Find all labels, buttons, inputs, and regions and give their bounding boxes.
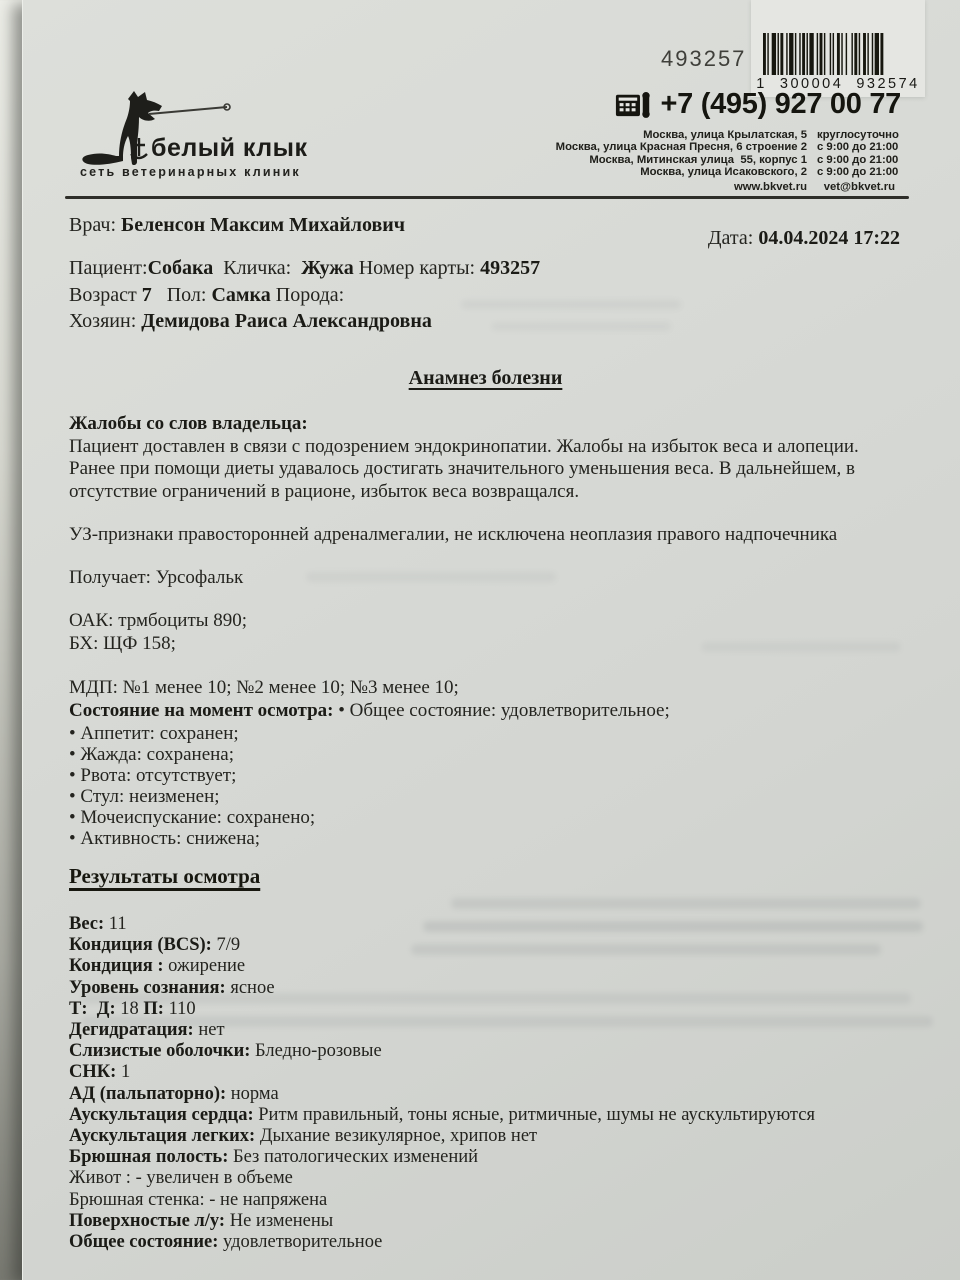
text-segment: • Общее состояние: удовлетворительное; xyxy=(338,700,670,721)
barcode xyxy=(751,0,925,97)
state-item: • Стул: неизменен; xyxy=(69,786,220,807)
exam-line xyxy=(69,1084,815,1105)
text-segment: Вес: xyxy=(69,914,105,934)
state-row xyxy=(69,700,670,722)
text-segment: П: xyxy=(143,998,164,1019)
text-segment: 04.04.2024 17:22 xyxy=(758,227,900,249)
text-segment: 18 xyxy=(115,998,144,1019)
address-row xyxy=(556,153,899,166)
text-segment: Кличка: xyxy=(213,257,302,279)
address-row xyxy=(556,166,899,179)
state-item: • Мочеиспускание: сохранено; xyxy=(69,807,316,828)
text-segment: Кондиция (BCS): xyxy=(69,935,212,956)
text-segment: Поверхностые л/у: xyxy=(69,1210,226,1231)
document-body xyxy=(69,206,902,1276)
text-segment: Бледно-розовые xyxy=(250,1041,382,1062)
text-segment: Не изменены xyxy=(225,1210,334,1231)
state-item: • Активность: снижена; xyxy=(69,828,261,849)
patient-row xyxy=(69,257,540,280)
text-segment: Ритм правильный, тоны ясные, ритмичные, шумы не аускультируются xyxy=(253,1104,815,1125)
text-segment: Дегидратация: xyxy=(69,1020,194,1041)
exam-line xyxy=(69,1062,815,1083)
fax-phone-icon xyxy=(615,90,652,119)
website: www.bkvet.ru xyxy=(733,181,807,193)
text-segment: Брюшная полость: xyxy=(69,1147,229,1168)
anamnesis-title: Анамнез болезни xyxy=(408,367,563,389)
text-segment: 493257 xyxy=(480,257,541,279)
text-segment: Брюшная стенка: - не напряжена xyxy=(69,1189,328,1210)
text-segment: Самка xyxy=(211,284,271,306)
barcode-bars-icon xyxy=(763,33,913,75)
exam-line xyxy=(69,914,815,935)
text-segment: Д: xyxy=(96,998,116,1019)
address-hours: с 9:00 до 21:00 xyxy=(817,153,899,166)
text-segment: ожирение xyxy=(163,956,246,977)
text-segment: Уровень сознания: xyxy=(69,977,226,998)
phone-row xyxy=(615,88,902,121)
text-segment: Пациент: xyxy=(69,257,148,279)
text-segment: удовлетворительное xyxy=(218,1232,383,1253)
lab-oak: ОАК: трмбоциты 890; xyxy=(69,610,248,631)
text-segment: Общее состояние: xyxy=(69,1232,219,1253)
state-list xyxy=(69,723,315,849)
document-page xyxy=(22,0,960,1280)
exam-line xyxy=(69,978,815,999)
exam-list xyxy=(69,914,815,1253)
age-row xyxy=(69,284,344,307)
exam-line xyxy=(69,1147,815,1168)
results-title: Результаты осмотра xyxy=(69,864,261,888)
logo-title: белый клык xyxy=(151,134,308,162)
text-segment: Демидова Раиса Александровна xyxy=(141,310,432,332)
exam-line xyxy=(69,1105,815,1126)
exam-line xyxy=(69,1190,815,1211)
address-row xyxy=(556,129,899,141)
exam-line xyxy=(69,1232,815,1253)
address-hours: круглосуточно xyxy=(817,129,899,141)
text-segment: Состояние на момент осмотра: xyxy=(69,700,339,721)
barcode-digits: 1 300004 932574 xyxy=(756,76,920,92)
text-segment: Т: xyxy=(69,998,97,1019)
phone-number: +7 (495) 927 00 77 xyxy=(660,88,901,120)
text-segment: Дата: xyxy=(707,227,759,249)
complaints-text: Пациент доставлен в связи с подозрением эндокринопатии. Жалобы на избыток веса и алопеции. Ранее при помощи диеты удавалось достигать значительного уменьшения веса. В дальнейшем, в отсутствие ограничений в рационе, избыток веса возвращался. xyxy=(69,436,859,502)
text-segment: Дыхание везикулярное, хрипов нет xyxy=(255,1126,538,1147)
text-segment: Аускультация легких: xyxy=(69,1126,256,1147)
mdp-note: МДП: №1 менее 10; №2 менее 10; №3 менее 10; xyxy=(69,677,459,698)
doctor-row xyxy=(69,214,405,237)
exam-line xyxy=(69,999,815,1020)
exam-line xyxy=(69,1168,815,1189)
owner-row xyxy=(69,310,432,333)
text-segment: СНК: xyxy=(69,1062,117,1083)
text-segment: 7/9 xyxy=(211,935,241,956)
exam-line xyxy=(69,1126,815,1147)
state-item: • Аппетит: сохранен; xyxy=(69,723,239,744)
state-item: • Рвота: отсутствует; xyxy=(69,765,237,786)
text-segment: норма xyxy=(226,1083,279,1104)
clinic-addresses xyxy=(555,129,899,179)
text-segment: 1 xyxy=(116,1062,131,1083)
exam-line xyxy=(69,1020,815,1041)
address-text: Москва, улица Красная Пресня, 6 строение 2 xyxy=(555,141,807,154)
text-segment: Врач: xyxy=(69,214,122,236)
logo-subtitle: сеть ветеринарных клиник xyxy=(80,165,301,179)
exam-line xyxy=(69,1041,815,1062)
text-segment: Возраст xyxy=(69,284,142,306)
text-segment: Собака xyxy=(147,257,214,279)
lab-bh: БХ: ЩФ 158; xyxy=(69,633,176,654)
medications-note: Получает: Урсофальк xyxy=(69,567,244,588)
text-segment: ясное xyxy=(225,977,275,998)
text-segment: Номер карты: xyxy=(353,257,481,279)
text-segment: Пол: xyxy=(151,284,212,306)
text-segment: Слизистые оболочки: xyxy=(69,1041,251,1062)
complaints-label: Жалобы со слов владельца: xyxy=(69,413,308,434)
header-rule xyxy=(65,196,909,199)
address-hours: с 9:00 до 21:00 xyxy=(817,166,899,179)
exam-line xyxy=(69,1211,815,1232)
ultrasound-note: УЗ-признаки правосторонней адреналмегалии, не исключена неоплазия правого надпочечника xyxy=(69,524,838,545)
text-segment: 110 xyxy=(163,998,196,1019)
text-segment: нет xyxy=(193,1020,225,1041)
address-text: Москва, Митинская улица 55, корпус 1 xyxy=(589,153,807,166)
text-segment: Беленсон Максим Михайлович xyxy=(121,214,406,236)
text-segment: Кондиция : xyxy=(69,956,164,977)
text-segment: 7 xyxy=(141,284,152,306)
document-number: 493257 xyxy=(661,46,747,71)
state-item: • Жажда: сохранена; xyxy=(69,744,235,765)
address-hours: с 9:00 до 21:00 xyxy=(817,141,899,154)
text-segment: Жужа xyxy=(301,257,354,279)
text-segment: Хозяин: xyxy=(69,310,142,332)
email: vet@bkvet.ru xyxy=(823,181,895,193)
exam-line xyxy=(69,935,815,956)
text-segment: Без патологических изменений xyxy=(228,1147,479,1168)
date-row xyxy=(708,227,900,250)
web-contacts xyxy=(734,181,895,193)
address-row xyxy=(555,141,899,154)
text-segment: Аускультация сердца: xyxy=(69,1104,254,1125)
text-segment: 11 xyxy=(104,914,127,934)
address-text: Москва, улица Крылатская, 5 xyxy=(643,129,807,141)
text-segment: Живот : - увеличен в объеме xyxy=(69,1168,293,1189)
address-text: Москва, улица Исаковского, 2 xyxy=(640,166,807,179)
text-segment: Порода: xyxy=(270,284,345,306)
exam-line xyxy=(69,956,815,977)
text-segment: АД (пальпаторно): xyxy=(69,1083,227,1104)
